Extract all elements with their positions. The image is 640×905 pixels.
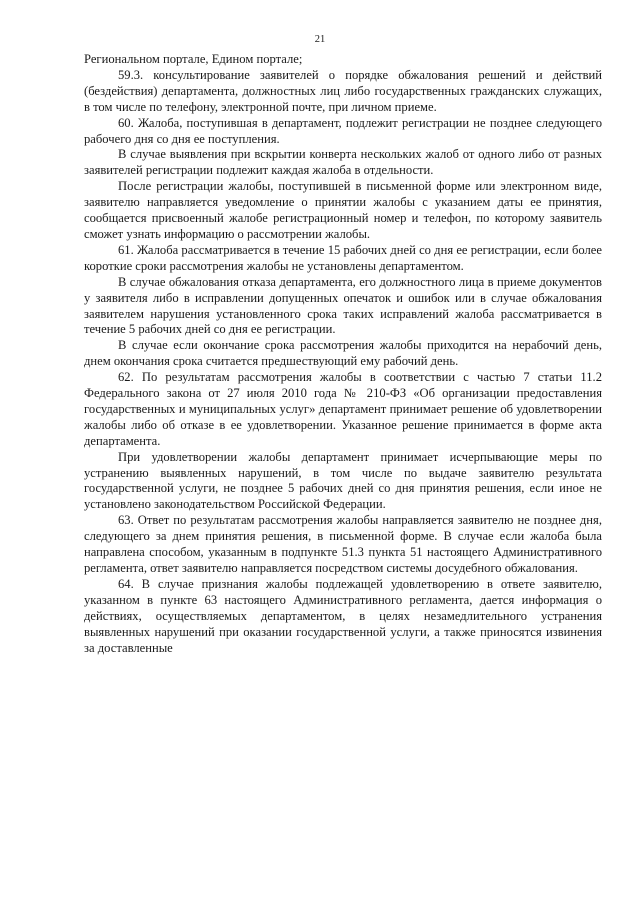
paragraph: В случае обжалования отказа департамента, его должностного лица в приеме документов у заявителя либо в исправлении допущенных опечаток и ошибок или в случае обжалования заявителем нарушения установленного срока таких исправлений жалоба рассматривается в течение 5 рабочих дней со дня ее регистрации. bbox=[84, 274, 602, 337]
paragraph-63: 63. Ответ по результатам рассмотрения жалобы направляется заявителю не позднее дня, следующего за днем принятия решения, в письменной форме. В случае если жалоба была направлена способом, указанным в подпункте 51.3 пункта 51 настоящего Административного регламента, ответ заявителю направляется посредством системы досудебного обжалования. bbox=[84, 513, 602, 575]
paragraph: После регистрации жалобы, поступившей в письменной форме или электронном виде, заявителю направляется уведомление о принятии жалобы с указанием даты ее принятия, сообщается присвоенный жалобе регистрационный номер и телефон, по которому заявитель сможет узнать информацию о рассмотрении жалобы. bbox=[84, 179, 602, 241]
paragraph: В случае если окончание срока рассмотрения жалобы приходится на нерабочий день, днем окончания срока считается предшествующий ему рабочий день. bbox=[84, 338, 602, 369]
paragraph-61: 61. Жалоба рассматривается в течение 15 рабочих дней со дня ее регистрации, если более короткие сроки рассмотрения жалобы не установлены департаментом. bbox=[84, 242, 602, 273]
paragraph-continuation: Региональном портале, Едином портале; bbox=[84, 52, 303, 66]
paragraph: При удовлетворении жалобы департамент принимает исчерпывающие меры по устранению выявленных нарушений, в том числе по выдаче заявителю результата государственной услуги, не позднее 5 рабочих дней со дня принятия решения, если иное не установлено законодательством Российской Федерации. bbox=[84, 449, 602, 512]
paragraph-59-3: 59.3. консультирование заявителей о порядке обжалования решений и действий (бездействия) департамента, должностных лиц либо государственных гражданских служащих, в том числе по телефону, электронной почте, при личном приеме. bbox=[84, 67, 602, 114]
paragraph: В случае выявления при вскрытии конверта нескольких жалоб от одного либо от разных заявителей регистрации подлежит каждая жалоба в отдельности. bbox=[84, 147, 602, 178]
paragraph-62: 62. По результатам рассмотрения жалобы в соответствии с частью 7 статьи 11.2 Федерального закона от 27 июля 2010 года № 210-ФЗ «Об организации предоставления государственных и муниципальных услуг» департамент принимает решение об удовлетворении жалобы либо об отказе в ее удовлетворении. Указанное решение принимается в форме акта департамента. bbox=[84, 370, 602, 448]
paragraph-64: 64. В случае признания жалобы подлежащей удовлетворению в ответе заявителю, указанном в пункте 63 настоящего Административного регламента, дается информация о действиях, осуществляемых департаментом, в целях незамедлительного устранения выявленных нарушений при оказании государственной услуги, а также приносятся извинения за доставленные bbox=[84, 576, 602, 655]
document-body bbox=[84, 52, 602, 656]
paragraph-60: 60. Жалоба, поступившая в департамент, подлежит регистрации не позднее следующего рабочего дня со дня ее поступления. bbox=[84, 115, 602, 146]
page-number: 21 bbox=[314, 34, 326, 45]
